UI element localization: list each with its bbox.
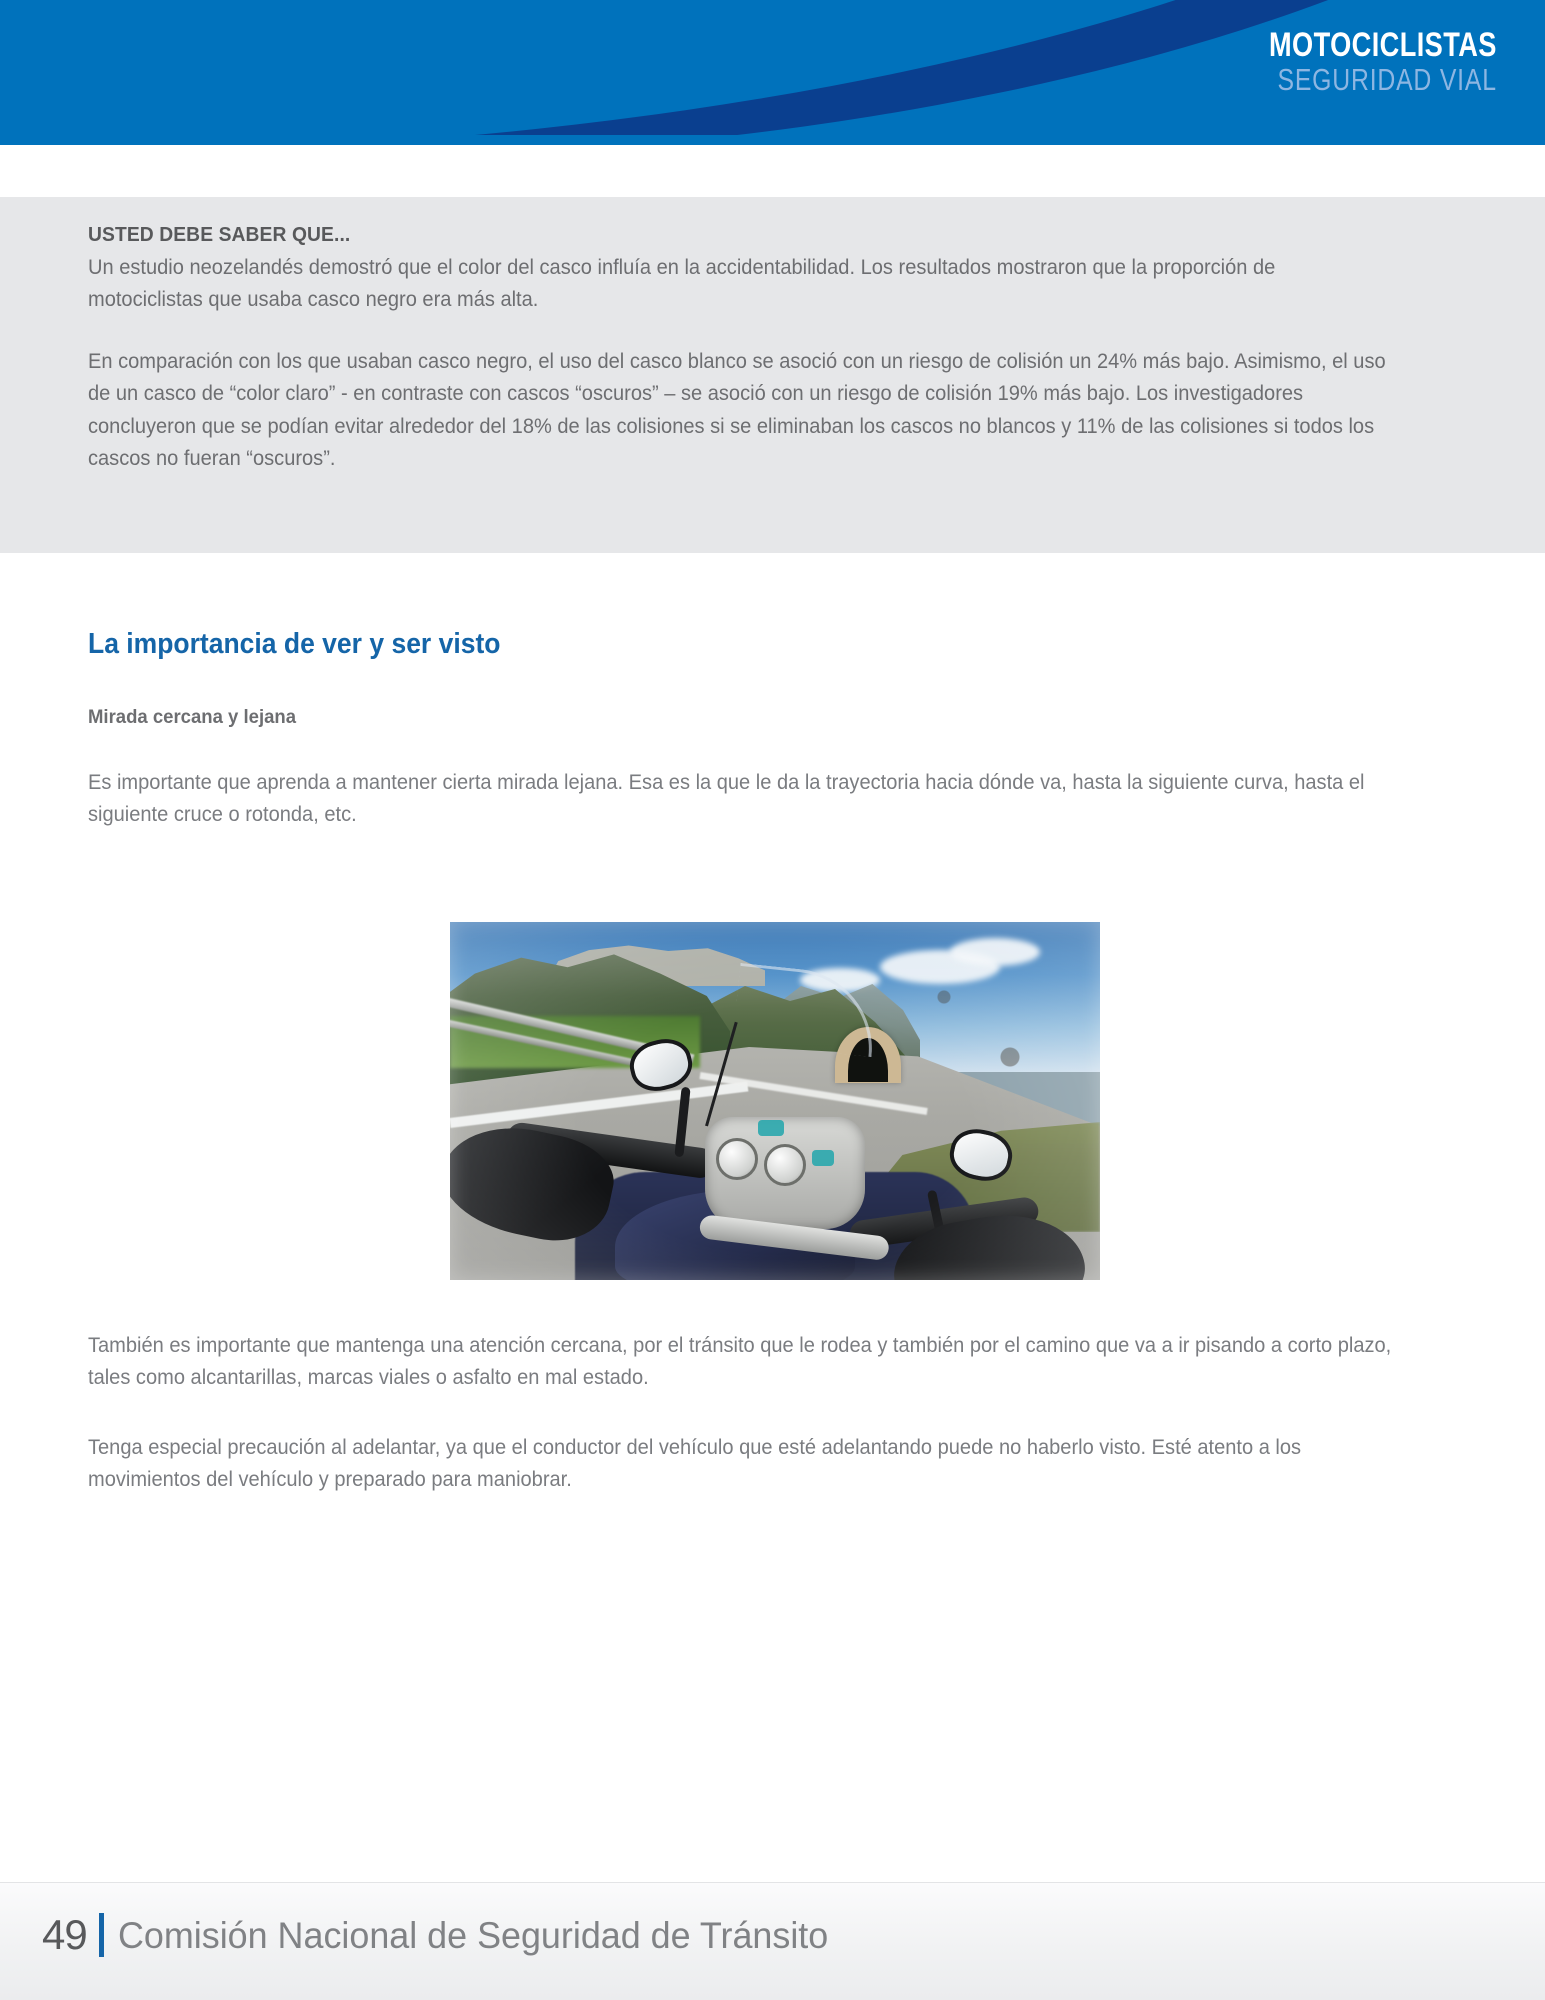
header-title-group xyxy=(1212,28,1497,97)
callout-box xyxy=(0,197,1545,553)
photo-gauge xyxy=(716,1138,758,1180)
callout-title: USTED DEBE SABER QUE... xyxy=(88,223,351,246)
body-paragraph-2: También es importante que mantenga una atención cercana, por el tránsito que le rodea y también por el camino que va a ir pisando a corto plazo, tales como alcantarillas, marcas viales o asfalto en mal estado. xyxy=(88,1334,1392,1390)
content-inner-lower xyxy=(0,1330,1545,1497)
page-footer xyxy=(0,1882,1545,2000)
body-paragraph-3: Tenga especial precaución al adelantar, ya que el conductor del vehículo que esté adelantando puede no haberlo visto. Esté atento a los movimientos del vehículo y preparado para maniobrar. xyxy=(88,1436,1302,1492)
footer-divider xyxy=(99,1913,104,1957)
content-inner xyxy=(0,628,1545,831)
sub-heading: Mirada cercana y lejana xyxy=(88,706,297,728)
page-header xyxy=(0,0,1545,145)
callout-inner xyxy=(0,197,1545,475)
photo-canvas xyxy=(450,922,1100,1280)
photo-display-teal xyxy=(812,1150,834,1166)
body-paragraph-1: Es importante que aprenda a mantener cierta mirada lejana. Esa es la que le da la trayectoria hacia dónde va, hasta la siguiente curva, hasta el siguiente cruce o rotonda, etc. xyxy=(88,771,1365,827)
section-heading: La importancia de ver y ser visto xyxy=(88,628,501,660)
callout-paragraph-1: Un estudio neozelandés demostró que el color del casco influía en la accidentabilidad. Los resultados mostraron que la proporción de motociclistas que usaba casco negro era más alta. xyxy=(88,256,1276,312)
header-title-sub: SEGURIDAD VIAL xyxy=(1277,62,1497,97)
main-content xyxy=(0,553,1545,831)
photo-display-teal xyxy=(758,1120,784,1136)
footer-organization: Comisión Nacional de Seguridad de Tránsito xyxy=(117,1914,828,1956)
footer-inner xyxy=(42,1913,850,1957)
callout-paragraph-2: En comparación con los que usaban casco negro, el uso del casco blanco se asoció con un riesgo de colisión un 24% más bajo. Asimismo, el uso de un casco de “color claro” - en contraste con cascos “oscuros” – se asoció con un riesgo de colisión 19% más bajo. Los investigadores concluyeron que se podían evitar alrededor del 18% de las colisiones si se eliminaban los cascos no blancos y 11% de las colisiones si todos los cascos no fueran “oscuros”. xyxy=(88,350,1386,470)
page-number: 49 xyxy=(42,1911,87,1958)
header-base-strip xyxy=(0,135,1545,145)
header-title-main: MOTOCICLISTAS xyxy=(1269,26,1497,64)
motorcycle-photo xyxy=(450,922,1100,1280)
main-content-lower xyxy=(0,1330,1545,1497)
photo-gauge xyxy=(764,1144,806,1186)
